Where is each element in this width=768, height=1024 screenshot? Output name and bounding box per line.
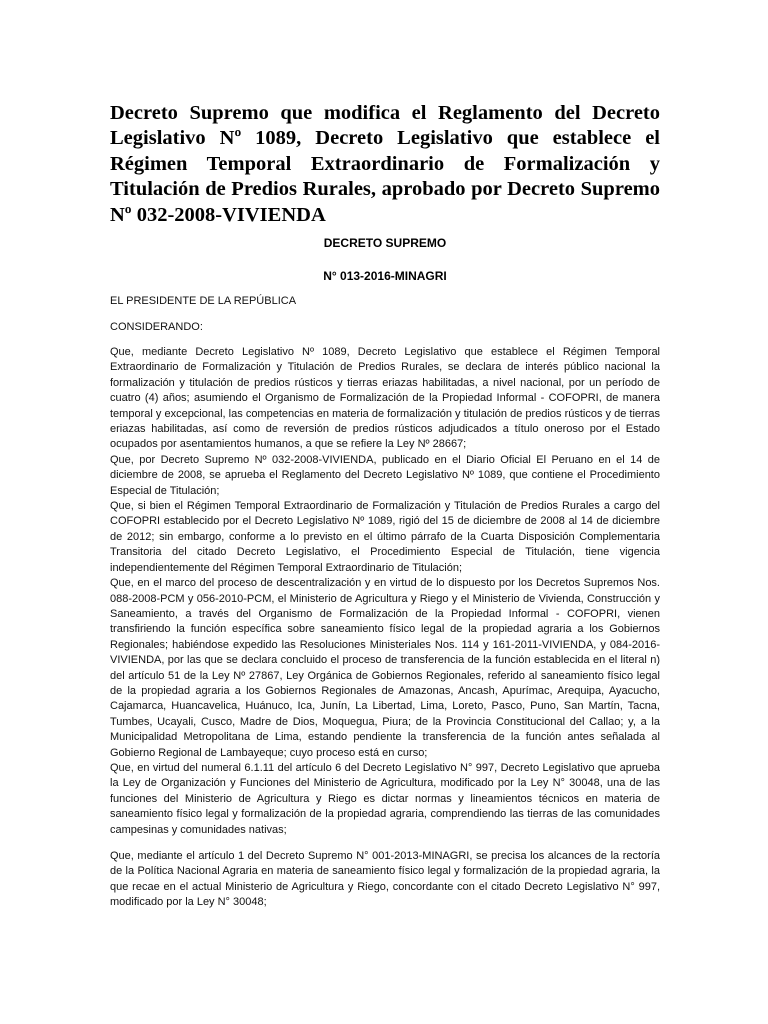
paragraph: Que, mediante el artículo 1 del Decreto Supremo N° 001-2013-MINAGRI, se precisa los alcances de la rectoría de la Política Nacional Agraria en materia de saneamiento físico legal y formalización de la propiedad agraria, la que recae en el actual Ministerio de Agricultura y Riego, concordante con el citado Decreto Legislativo N° 997, modificado por la Ley N° 30048; [110, 850, 660, 909]
paragraphs-block [110, 345, 660, 911]
paragraph: Que, en el marco del proceso de descentralización y en virtud de lo dispuesto por los Decretos Supremos Nos. 088-2008-PCM y 056-2010-PCM, el Ministerio de Agricultura y Riego y el Ministerio de Vivienda, Construcción y Saneamiento, a través del Organismo de Formalización de la Propiedad Informal - COFOPRI, vienen transfiriendo la función específica sobre saneamiento físico legal de la propiedad agraria a los Gobiernos Regionales; habiéndose expedido las Resoluciones Ministeriales Nos. 114 y 161-2011-VIVIENDA, y 084-2016-VIVIENDA, por las que se declara concluido el proceso de transferencia de la función establecida en el literal n) del artículo 51 de la Ley Nº 27867, Ley Orgánica de Gobiernos Regionales, referido al saneamiento físico legal de la propiedad agraria a los Gobiernos Regionales de Amazonas, Ancash, Apurímac, Arequipa, Ayacucho, Cajamarca, Huancavelica, Huánuco, Ica, Junín, La Libertad, Lima, Loreto, Pasco, Puno, San Martín, Tacna, Tumbes, Ucayali, Cusco, Madre de Dios, Moquegua, Piura; de la Provincia Constitucional del Callao; y, a la Municipalidad Metropolitana de Lima, estando pendiente la transferencia de la función antes señalada al Gobierno Regional de Lambayeque; cuyo proceso está en curso; [110, 577, 660, 759]
paragraph: Que, por Decreto Supremo Nº 032-2008-VIVIENDA, publicado en el Diario Oficial El Peruano en el 14 de diciembre de 2008, se aprueba el Reglamento del Decreto Legislativo Nº 1089, que contiene el Procedimiento Especial de Titulación; [110, 453, 660, 497]
paragraph: Que, si bien el Régimen Temporal Extraordinario de Formalización y Titulación de Predios Rurales a cargo del COFOPRI establecido por el Decreto Legislativo Nº 1089, rigió del 15 de diciembre de 2008 al 14 de diciembre de 2012; sin embargo, conforme a lo previsto en el último párrafo de la Cuarta Disposición Complementaria Transitoria del citado Decreto Legislativo, el Procedimiento Especial de Titulación, tiene vigencia independientemente del Régimen Temporal Extraordinario de Titulación; [110, 500, 660, 574]
issuer-line: EL PRESIDENTE DE LA REPÚBLICA [110, 295, 297, 307]
decree-heading: DECRETO SUPREMO [323, 236, 447, 250]
paragraph: Que, mediante Decreto Legislativo Nº 1089, Decreto Legislativo que establece el Régimen Temporal Extraordinario de Formalización y Titulación de Predios Rurales, se declara de interés público nacional la formalización y titulación de predios rústicos y tierras eriazas habilitadas, a nivel nacional, por un período de cuatro (4) años; asumiendo el Organismo de Formalización de la Propiedad Informal - COFOPRI, de manera temporal y excepcional, las competencias en materia de formalización y titulación de predios rústicos y de tierras eriazas habilitadas, así como de reversión de predios rústicos adjudicados a título oneroso por el Estado ocupados por asentamientos humanos, a que se refiere la Ley Nº 28667; [110, 346, 660, 451]
document-title: Decreto Supremo que modifica el Reglamento del Decreto Legislativo Nº 1089, Decreto Legislativo que establece el Régimen Temporal Extraordinario de Formalización y Titulación de Predios Rurales, aprobado por Decreto Supremo Nº 032-2008-VIVIENDA [110, 102, 660, 226]
considerando-label: CONSIDERANDO: [110, 321, 203, 333]
decree-number: N° 013-2016-MINAGRI [323, 269, 447, 283]
paragraph: Que, en virtud del numeral 6.1.11 del artículo 6 del Decreto Legislativo N° 997, Decreto Legislativo que aprueba la Ley de Organización y Funciones del Ministerio de Agricultura, modificado por la Ley N° 30048, una de las funciones del Ministerio de Agricultura y Riego es dictar normas y lineamientos técnicos en materia de saneamiento físico legal y formalización de la propiedad agraria, comprendiendo las tierras de las comunidades campesinas y comunidades nativas; [110, 761, 660, 836]
